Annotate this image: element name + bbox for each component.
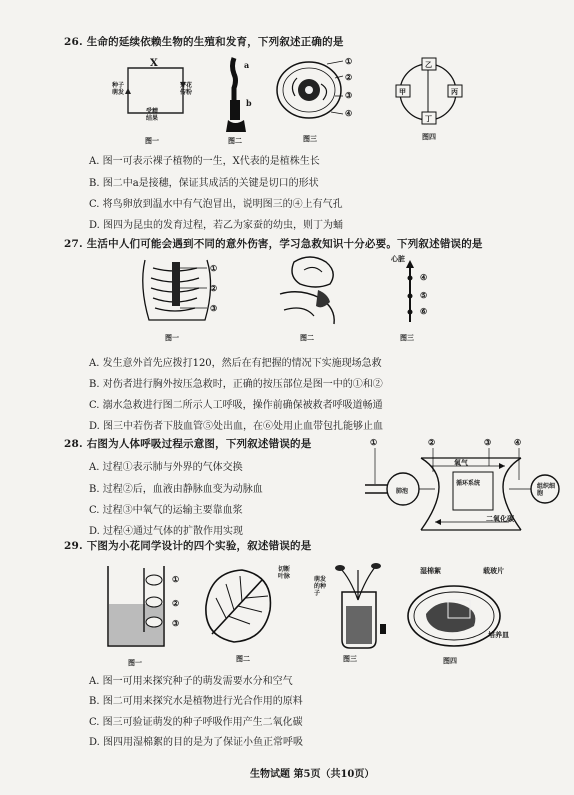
q28-label-1: ①	[370, 437, 378, 447]
q26-fig1-bottom: 受精结果	[146, 108, 159, 122]
q27-option-b: B. 对伤者进行胸外按压急救时，正确的按压部位是图一中的①和②	[89, 379, 383, 390]
q29-option-c: C. 图三可验证萌发的种子呼吸作用产生二氧化碳	[89, 717, 303, 728]
q27-fig1-label-3: ③	[210, 303, 218, 313]
q27-fig2-rescue-breathing-drawing	[270, 254, 360, 329]
q27-fig3-label-5: ⑤	[420, 290, 428, 300]
q26-fig3-label-1: ①	[345, 56, 353, 66]
q27-fig3-label-4: ④	[420, 272, 428, 282]
q27-fig3-heart: 心脏	[391, 254, 405, 263]
q28-tissue: 组织细胞	[537, 483, 556, 497]
q29-fig2-caption: 图二	[236, 654, 250, 663]
q29-fig3-note: 萌发的种子	[314, 576, 327, 597]
q26-stem: 26. 生命的延续依赖生物的生殖和发育，下列叙述正确的是	[64, 36, 344, 48]
q28-label-4: ④	[514, 437, 522, 447]
q29-fig4-petri-dish-drawing	[404, 578, 514, 654]
q26-fig2-a: a	[244, 60, 250, 70]
q26-fig3-label-4: ④	[345, 108, 353, 118]
q27-option-c: C. 溺水急救进行图二所示人工呼吸，操作前确保被救者呼吸道畅通	[89, 400, 383, 411]
q29-fig4-bottom: 培养皿	[488, 630, 509, 639]
q28-option-a: A. 过程①表示肺与外界的气体交换	[89, 462, 243, 473]
q27-option-d: D. 图三中若伤者下肢血管⑤处出血，在⑥处用止血带包扎能够止血	[89, 421, 384, 432]
q28-stem: 28. 右图为人体呼吸过程示意图，下列叙述错误的是	[64, 438, 312, 450]
q26-fig4-node-yi: 乙	[425, 60, 432, 69]
q26-fig2-b: b	[246, 98, 252, 108]
q29-fig1-label-3: ③	[172, 618, 180, 628]
page-footer: 生物试题 第5页（共10页）	[250, 769, 375, 780]
q26-option-a: A. 图一可表示裸子植物的一生，X代表的是植株生长	[89, 156, 320, 167]
q29-fig4-left: 湿棉絮	[420, 566, 441, 575]
q28-co2: 二氧化碳	[486, 514, 514, 523]
q26-fig3-caption: 图三	[303, 134, 317, 143]
q26-fig4-node-jia: 甲	[399, 87, 406, 96]
q28-respiration-diagram	[365, 440, 565, 540]
q26-fig1-left: 种子萌发	[112, 82, 125, 96]
q27-fig2-caption: 图二	[300, 333, 314, 342]
q28-label-2: ②	[428, 437, 436, 447]
q26-fig1-right: 开花传粉	[180, 82, 193, 96]
q29-fig2-note: 切断叶脉	[278, 566, 291, 580]
q29-fig3-seed-bottle-drawing	[328, 560, 388, 652]
q28-option-c: C. 过程③中氧气的运输主要靠血浆	[89, 505, 243, 516]
q29-stem: 29. 下图为小花同学设计的四个实验，叙述错误的是	[64, 540, 312, 552]
q28-option-b: B. 过程②后，血液由静脉血变为动脉血	[89, 484, 263, 495]
q29-option-b: B. 图二可用来探究水是植物进行光合作用的原料	[89, 696, 303, 707]
q28-label-3: ③	[484, 437, 492, 447]
q29-option-a: A. 图一可用来探究种子的萌发需要水分和空气	[89, 676, 293, 687]
q29-fig1-label-2: ②	[172, 598, 180, 608]
q26-fig3-egg-drawing	[275, 56, 355, 131]
q27-fig3-label-6: ⑥	[420, 306, 428, 316]
q29-fig1-label-1: ①	[172, 574, 180, 584]
q26-fig1-caption: 图一	[145, 136, 159, 145]
q26-fig3-label-3: ③	[345, 90, 353, 100]
q28-oxygen: 氧气	[454, 458, 468, 467]
q29-fig2-leaf-drawing	[198, 566, 278, 646]
q26-option-b: B. 图二中a是接穗，保证其成活的关键是切口的形状	[89, 178, 319, 189]
q27-fig1-label-2: ②	[210, 283, 218, 293]
q29-fig3-caption: 图三	[343, 654, 357, 663]
q26-fig3-label-2: ②	[345, 72, 353, 82]
q26-option-d: D. 图四为昆虫的发育过程，若乙为家蚕的幼虫，则丁为蛹	[89, 220, 344, 231]
q27-option-a: A. 发生意外首先应拨打120，然后在有把握的情况下实施现场急救	[89, 358, 382, 369]
q26-fig4-caption: 图四	[422, 132, 436, 141]
q26-fig4-node-ding: 丁	[425, 114, 432, 123]
q29-fig4-caption: 图四	[443, 656, 457, 665]
q27-stem: 27. 生活中人们可能会遇到不同的意外伤害，学习急救知识十分必要。下列叙述错误的是	[64, 238, 483, 250]
q26-fig2-caption: 图二	[228, 136, 242, 145]
q29-fig1-caption: 图一	[128, 658, 142, 667]
q27-fig1-caption: 图一	[165, 333, 179, 342]
q26-option-c: C. 将鸟卵放到温水中有气泡冒出，说明图三的④上有气孔	[89, 199, 343, 210]
q26-fig4-node-bing: 丙	[451, 87, 458, 96]
q26-fig1-cycle-diagram	[108, 58, 203, 138]
q26-fig1-x: X	[150, 58, 158, 69]
q26-fig2-grafting-drawing	[222, 56, 262, 136]
q28-lung: 肺泡	[396, 488, 409, 495]
q29-option-d: D. 图四用湿棉絮的目的是为了保证小鱼正常呼吸	[89, 737, 304, 748]
q28-circulation: 循环系统	[456, 480, 481, 487]
q27-fig3-caption: 图三	[400, 333, 414, 342]
q29-fig4-right: 载玻片	[483, 566, 504, 575]
q27-fig1-label-1: ①	[210, 263, 218, 273]
q28-option-d: D. 过程④通过气体的扩散作用实现	[89, 526, 244, 537]
